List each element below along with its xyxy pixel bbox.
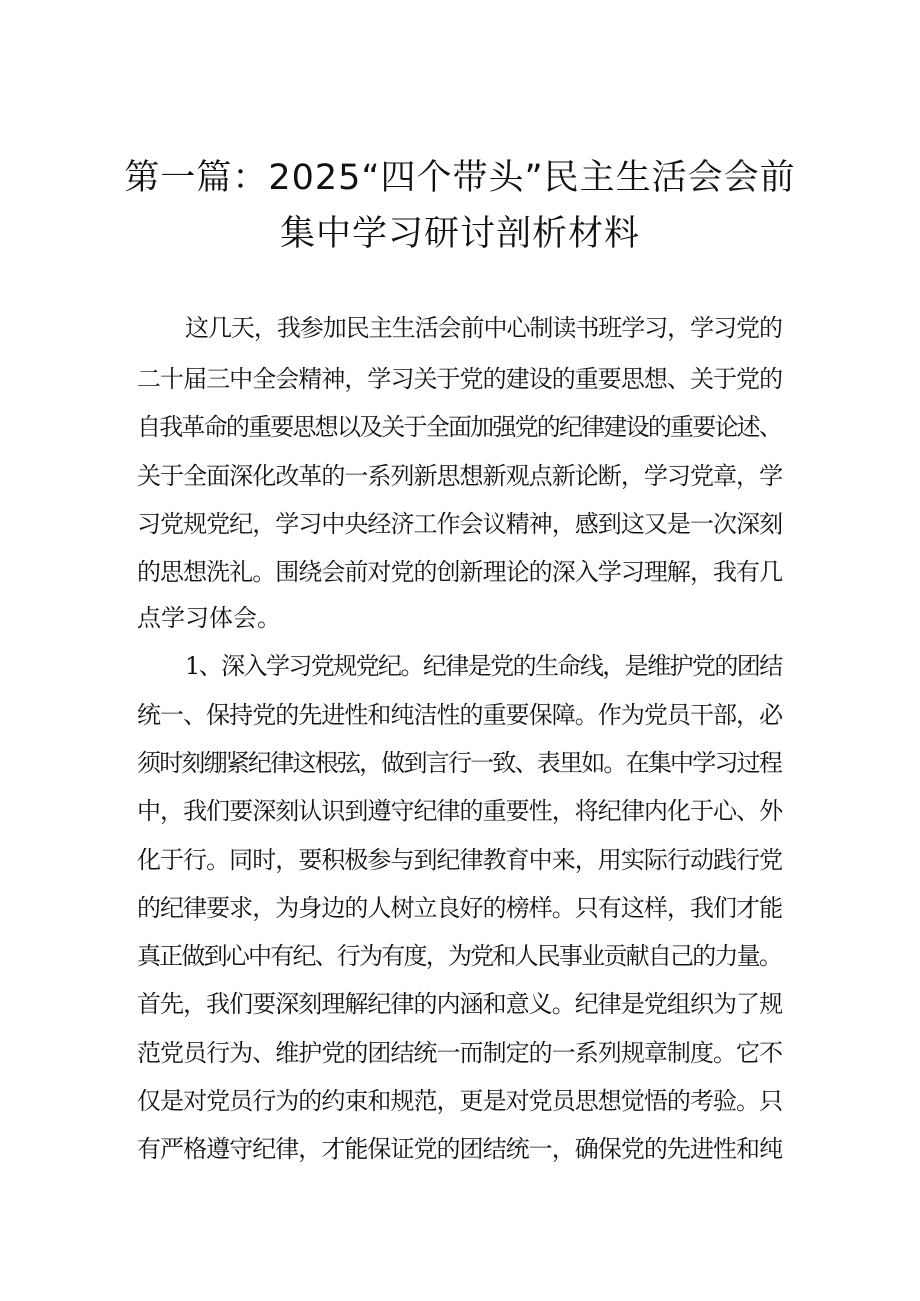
paragraph-1-line: 习党规党纪，学习中央经济工作会议精神，感到这又是一次深刻 <box>137 510 783 538</box>
paragraph-1-line: 点学习体会。 <box>137 604 281 632</box>
document-title-line-2: 集中学习研讨剖析材料 <box>279 214 640 254</box>
paragraph-2-line: 范党员行为、维护党的团结统一而制定的一系列规章制度。它不 <box>137 1039 783 1067</box>
paragraph-1-line: 的思想洗礼。围绕会前对党的创新理论的深入学习理解，我有几 <box>137 558 783 586</box>
paragraph-1-line: 二十届三中全会精神，学习关于党的建设的重要思想、关于党的 <box>137 365 783 393</box>
paragraph-2-line: 中，我们要深刻认识到遵守纪律的重要性，将纪律内化于心、外 <box>137 797 783 825</box>
paragraph-2-line: 1、深入学习党规党纪。纪律是党的生命线，是维护党的团结 <box>185 652 782 680</box>
paragraph-2-line: 真正做到心中有纪、行为有度，为党和人民事业贡献自己的力量。 <box>137 942 782 970</box>
paragraph-1-line: 这几天，我参加民主生活会前中心制读书班学习，学习党的 <box>185 314 782 342</box>
paragraph-2-line: 有严格遵守纪律，才能保证党的团结统一，确保党的先进性和纯 <box>137 1135 783 1163</box>
paragraph-2-line: 化于行。同时，要积极参与到纪律教育中来，用实际行动践行党 <box>137 846 783 874</box>
paragraph-2-line: 统一、保持党的先进性和纯洁性的重要保障。作为党员干部，必 <box>137 701 783 729</box>
paragraph-2-line: 须时刻绷紧纪律这根弦，做到言行一致、表里如。在集中学习过程 <box>137 749 782 777</box>
paragraph-2-line: 仅是对党员行为的约束和规范，更是对党员思想觉悟的考验。只 <box>137 1087 783 1115</box>
document-title-line-1: 第一篇：2025“四个带头”民主生活会会前 <box>124 158 796 198</box>
paragraph-1-line: 关于全面深化改革的一系列新思想新观点新论断，学习党章，学 <box>137 462 783 490</box>
paragraph-2-line: 的纪律要求，为身边的人树立良好的榜样。只有这样，我们才能 <box>137 894 783 922</box>
paragraph-1-line: 自我革命的重要思想以及关于全面加强党的纪律建设的重要论述、 <box>137 413 782 441</box>
paragraph-2-line: 首先，我们要深刻理解纪律的内涵和意义。纪律是党组织为了规 <box>137 990 783 1018</box>
